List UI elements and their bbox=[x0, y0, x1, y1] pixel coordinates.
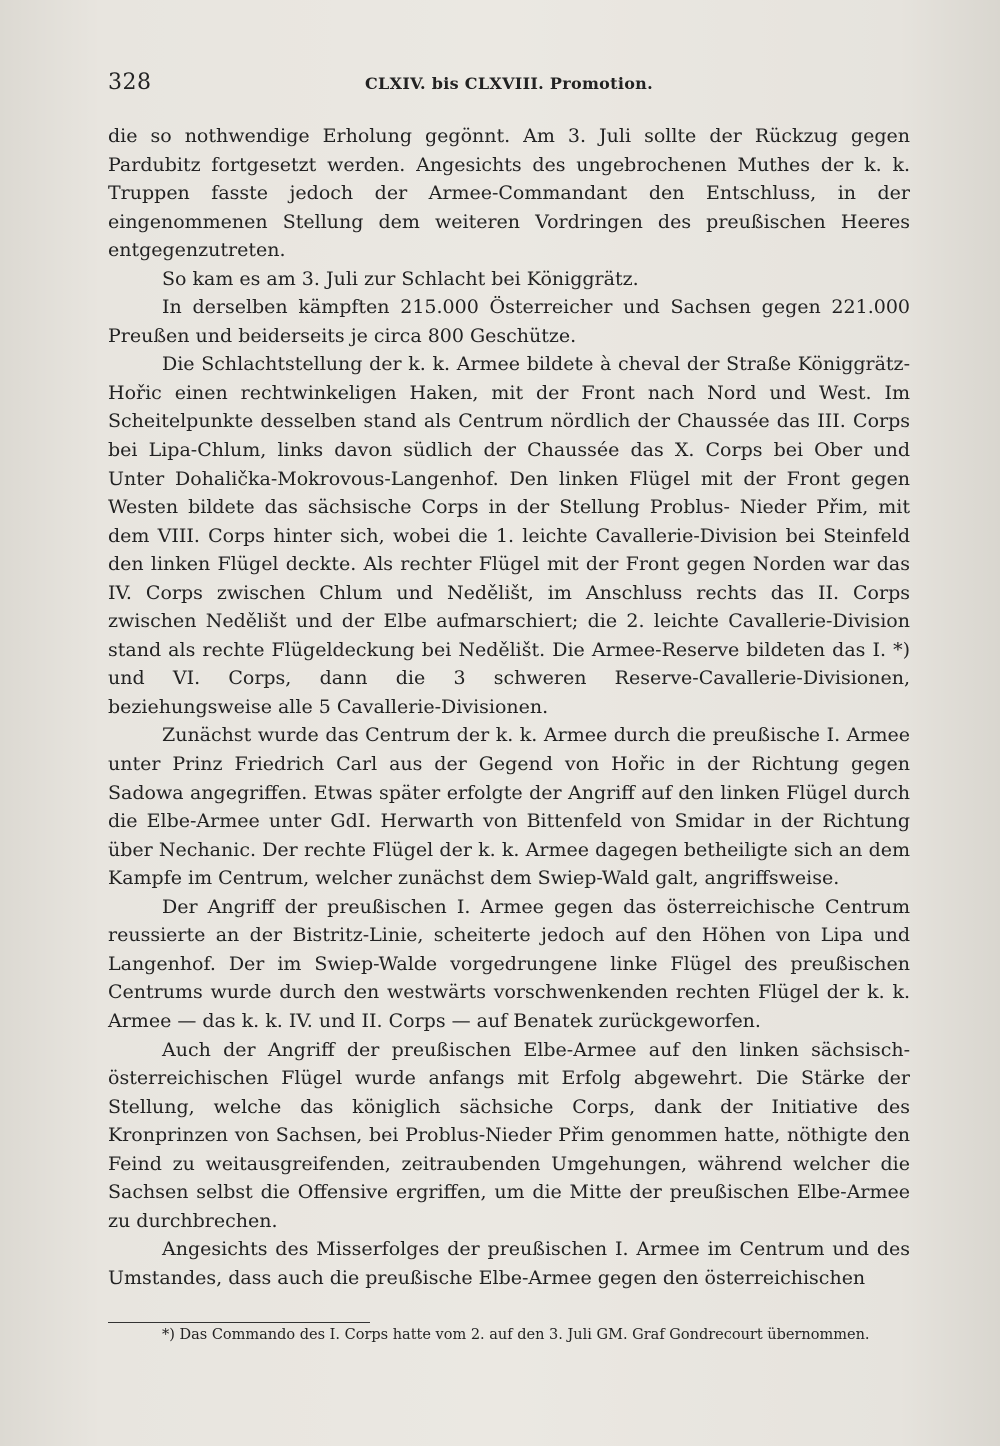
body-text bbox=[108, 122, 910, 1292]
footnote: *) Das Commando des I. Corps hatte vom 2. auf den 3. Juli GM. Graf Gondrecourt übernommen. bbox=[162, 1327, 870, 1343]
running-head: CLXIV. bis CLXVIII. Promotion. bbox=[365, 74, 653, 93]
paragraph: die so nothwendige Erholung gegönnt. Am 3. Juli sollte der Rückzug gegen Pardubitz fortgesetzt werden. Angesichts des ungebrochenen Muthes der k. k. Truppen fasste jedoch der Armee-Commandant den Entschluss, in der eingenommenen Stellung dem weiteren Vordringen des preußischen Heeres entgegenzutreten. bbox=[108, 125, 910, 262]
page-header bbox=[108, 70, 910, 100]
footnote-divider bbox=[108, 1322, 370, 1323]
paragraph: In derselben kämpften 215.000 Österreicher und Sachsen gegen 221.000 Preußen und beiderseits je circa 800 Geschütze. bbox=[108, 296, 910, 347]
paragraph: Auch der Angriff der preußischen Elbe-Armee auf den linken sächsisch-österreichischen Flügel wurde anfangs mit Erfolg abgewehrt. Die Stärke der Stellung, welche das königlich sächsiche Corps, dank der Initiative des Kronprinzen von Sachsen, bei Problus-Nieder Přim genommen hatte, nöthigte den Feind zu weitausgreifenden, zeitraubenden Umgehungen, während welcher die Sachsen selbst die Offensive ergriffen, um die Mitte der preußischen Elbe-Armee zu durchbrechen. bbox=[108, 1038, 910, 1232]
paragraph: Der Angriff der preußischen I. Armee gegen das österreichische Centrum reussierte an der Bistritz-Linie, scheiterte jedoch auf den Höhen von Lipa und Langenhof. Der im Swiep-Walde vorgedrungene linke Flügel des preußischen Centrums wurde durch den westwärts vorschwenkenden rechten Flügel der k. k. Armee — das k. k. IV. und II. Corps — auf Benatek zurückgeworfen. bbox=[108, 895, 910, 1032]
paragraph: So kam es am 3. Juli zur Schlacht bei Königgrätz. bbox=[162, 267, 639, 290]
paragraph: Angesichts des Misserfolges der preußischen I. Armee im Centrum und des Umstandes, dass auch die preußische Elbe-Armee gegen den österreichischen bbox=[108, 1238, 910, 1289]
paragraph: Zunächst wurde das Centrum der k. k. Armee durch die preußische I. Armee unter Prinz Friedrich Carl aus der Gegend von Hořic in der Richtung gegen Sadowa angegriffen. Etwas später erfolgte der Angriff auf den linken Flügel durch die Elbe-Armee unter GdI. Herwarth von Bittenfeld von Smidar in der Richtung über Nechanic. Der rechte Flügel der k. k. Armee dagegen betheiligte sich an dem Kampfe im Centrum, welcher zunächst dem Swiep-Wald galt, angriffsweise. bbox=[108, 724, 910, 890]
paragraph: Die Schlachtstellung der k. k. Armee bildete à cheval der Straße Königgrätz-Hořic einen rechtwinkeligen Haken, mit der Front nach Nord und West. Im Scheitelpunkte desselben stand als Centrum nördlich der Chaussée das III. Corps bei Lipa-Chlum, links davon südlich der Chaussée das X. Corps bei Ober und Unter Dohalička-Mokrovous-Langenhof. Den linken Flügel mit der Front gegen Westen bildete das sächsische Corps in der Stellung Problus- Nieder Přim, mit dem VIII. Corps hinter sich, wobei die 1. leichte Cavallerie-Division bei Steinfeld den linken Flügel deckte. Als rechter Flügel mit der Front gegen Norden war das IV. Corps zwischen Chlum und Nedělišt, im Anschluss rechts das II. Corps zwischen Nedělišt und der Elbe aufmarschiert; die 2. leichte Cavallerie-Division stand als rechte Flügeldeckung bei Nedělišt. Die Armee-Reserve bildeten das I. *) und VI. Corps, dann die 3 schweren Reserve-Cavallerie-Divisionen, beziehungsweise alle 5 Cavallerie-Divisionen. bbox=[108, 353, 910, 718]
page-number: 328 bbox=[108, 70, 152, 95]
